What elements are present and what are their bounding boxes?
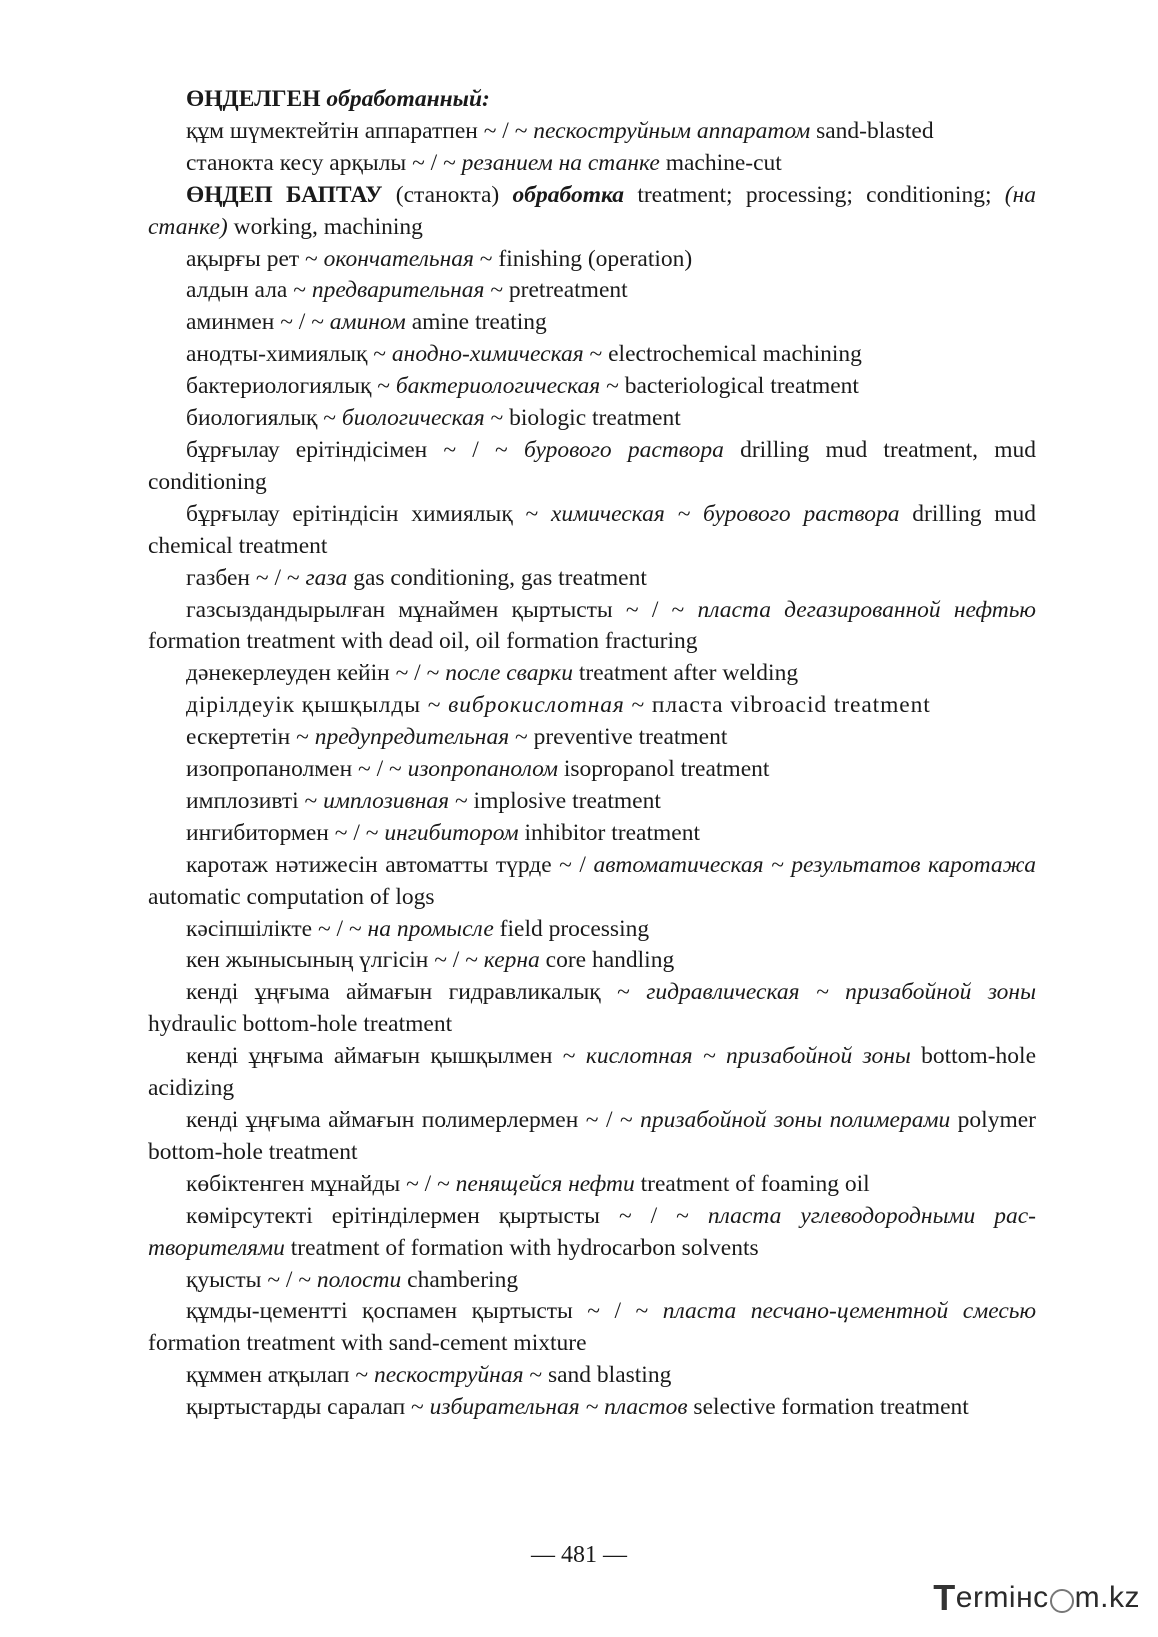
dictionary-entry — [148, 722, 1036, 754]
entry-ru: пласта дегазированной нефтью — [697, 596, 1036, 623]
headword-kz: ӨҢДЕП БАПТАУ — [186, 181, 383, 208]
entry-kz: ақырғы рет ~ — [186, 245, 324, 272]
entry-kz: аминмен ~ / ~ — [186, 309, 330, 336]
entry-en: amine treating — [405, 309, 547, 336]
entry-en: drilling mud treatment, mud conditioning — [148, 436, 1037, 495]
dictionary-entry — [148, 435, 1036, 499]
dictionary-entry — [148, 244, 1036, 276]
dictionary-entry — [148, 563, 1036, 595]
headword-kz: ӨҢДЕЛГЕН — [186, 86, 321, 112]
entry-kz: қуысты ~ / ~ — [186, 1266, 317, 1293]
entry-kz: кәсіпшілікте ~ / ~ — [186, 915, 368, 942]
entry-ru: химическая ~ бурового раствора — [550, 500, 900, 527]
entry-ru: бактериологическая — [395, 373, 601, 400]
dictionary-entry — [148, 1105, 1036, 1169]
entry-en: ~ implosive treatment — [449, 787, 661, 814]
entry-ru: керна — [483, 947, 540, 974]
entry-en: hydraulic bottom-hole treatment — [148, 1011, 453, 1038]
watermark-text-a: ermінс — [955, 1581, 1049, 1614]
entry-ru: газа — [305, 564, 348, 591]
entry-en: selective formation treatment — [687, 1394, 969, 1421]
dictionary-entry — [148, 977, 1036, 1041]
dictionary-entry — [148, 595, 1036, 659]
dictionary-entry — [148, 1201, 1036, 1265]
entry-kz: бактериологиялық ~ — [186, 373, 396, 400]
dictionary-entry — [148, 1392, 1036, 1424]
entry-ru: амином — [329, 309, 406, 336]
entry-kz: көмірсутекті ерітінділермен қыртысты ~ / ~ — [186, 1202, 708, 1229]
entry-en: polymer bottom-hole treatment — [148, 1107, 1036, 1165]
entry-ru: ингибитором — [384, 819, 519, 846]
entry-kz: газбен ~ / ~ — [186, 564, 306, 591]
entry-en: treatment of foaming oil — [634, 1170, 870, 1197]
dictionary-entry — [148, 850, 1036, 914]
entry-en: sand-blasted — [810, 117, 934, 144]
entry-ru: полости — [316, 1266, 402, 1293]
entry-ru: биологическая — [341, 405, 485, 432]
dictionary-entry — [148, 116, 1036, 148]
entry-ru: анодно-химическая — [391, 341, 584, 368]
entry-en: ~ finishing (operation) — [473, 245, 693, 272]
dictionary-entry — [148, 403, 1036, 435]
headword-en-2: working, machining — [227, 213, 423, 240]
entry-en: formation treatment with sand-cement mixture — [148, 1330, 587, 1357]
entry-ru: автоматическая ~ результатов каротажа — [593, 851, 1036, 878]
entry-kz: көбіктенген мұнайды ~ / ~ — [186, 1170, 456, 1197]
entry-kz: каротаж нәтижесін автоматты түрде ~ / — [186, 851, 594, 878]
entry-en: ~ preventive treatment — [509, 724, 728, 751]
entry-kz: құммен атқылап ~ — [186, 1362, 374, 1389]
watermark-text-b: m.kz — [1074, 1581, 1140, 1614]
entry-ru: предупредительная — [314, 724, 510, 751]
headword-ru: обработка — [512, 181, 625, 208]
entry-ru: гидравлическая ~ призабойной зоны — [646, 979, 1036, 1006]
watermark-logo — [933, 1577, 1140, 1619]
headword-entry-2 — [148, 180, 1036, 244]
headword-en: treatment; processing; conditioning; — [624, 181, 1005, 208]
entry-ru: виброкислотная — [448, 692, 625, 719]
dictionary-entry — [148, 1296, 1036, 1360]
entry-en: ~ biologic treatment — [484, 405, 681, 432]
entry-kz: бұрғылау ерітіндісін химиялық ~ — [186, 500, 551, 527]
dictionary-entry — [148, 690, 1036, 722]
entry-ru: бурового раствора — [523, 436, 724, 463]
entry-kz: ескертетін ~ — [186, 724, 315, 751]
dictionary-entry — [148, 1265, 1036, 1297]
entry-en: treatment of formation with hydrocarbon solvents — [284, 1234, 759, 1261]
entry-en: ~ electrochemical machining — [583, 341, 862, 368]
dictionary-entry — [148, 658, 1036, 690]
entry-en: ~ sand blasting — [523, 1362, 672, 1389]
entry-kz: құм шүмектейтін аппаратпен ~ / ~ — [186, 117, 534, 144]
dictionary-entry — [148, 339, 1036, 371]
entry-en: drilling mud chemical treatment — [148, 500, 1036, 559]
dictionary-entry — [148, 307, 1036, 339]
entry-ru: избирательная ~ пластов — [429, 1394, 688, 1421]
entry-ru: имплозивная — [323, 787, 450, 814]
entry-kz: кенді ұңғыма аймағын қышқылмен ~ — [186, 1043, 586, 1070]
dictionary-entry — [148, 1169, 1036, 1201]
entry-en: ~ bacteriological treatment — [600, 373, 859, 400]
entry-ru: призабойной зоны полимерами — [640, 1107, 951, 1133]
entry-kz: анодты-химиялық ~ — [186, 341, 392, 368]
entry-ru: на промысле — [367, 915, 494, 942]
headword-entry — [148, 84, 1036, 116]
entry-ru: пенящейся нефти — [455, 1170, 635, 1197]
entry-en: automatic computation of logs — [148, 883, 435, 910]
entry-kz: биологиялық ~ — [186, 405, 342, 432]
entry-ru: предварительная — [311, 277, 485, 304]
headword-paren: (станокта) — [382, 181, 513, 208]
entry-en: bottom-hole acidizing — [148, 1043, 1036, 1102]
entry-kz: газсыздандырылған мұнаймен қыртысты ~ / ~ — [186, 596, 698, 623]
entry-kz: қыртыстарды саралап ~ — [186, 1394, 430, 1421]
entries-group-2 — [148, 244, 1036, 1425]
entry-kz: ингибитормен ~ / ~ — [186, 819, 385, 846]
entry-kz: изопропанолмен ~ / ~ — [186, 756, 408, 783]
watermark-o-icon — [1050, 1589, 1074, 1613]
entry-ru: после сварки — [445, 660, 573, 687]
entry-kz: кенді ұңғыма аймағын полимерлермен ~ / ~ — [186, 1107, 641, 1133]
entry-kz: дәнекерлеуден кейін ~ / ~ — [186, 660, 446, 687]
dictionary-entry — [148, 1041, 1036, 1105]
dictionary-entry — [148, 1360, 1036, 1392]
entry-en: formation treatment with dead oil, oil formation fracturing — [148, 628, 698, 655]
entry-ru: пласта углеводородными растворителями — [148, 1202, 1036, 1261]
dictionary-entry — [148, 818, 1036, 850]
entry-en: treatment after welding — [572, 660, 799, 687]
entry-kz: кенді ұңғыма аймағын гидравликалық ~ — [186, 979, 647, 1006]
entry-en: ~ пласта vibroacid treatment — [624, 692, 931, 719]
headword-ru: обработанный: — [326, 86, 490, 112]
entry-en: gas conditioning, gas treatment — [347, 564, 647, 591]
entry-ru: изопропанолом — [407, 756, 558, 783]
headword-ru-note: (на станке) — [148, 181, 1036, 240]
dictionary-entry — [148, 945, 1036, 977]
entry-kz: станокта кесу арқылы ~ / ~ — [186, 149, 462, 176]
dictionary-content — [148, 84, 1036, 1424]
dictionary-entry — [148, 275, 1036, 307]
entry-ru: окончательная — [323, 245, 474, 272]
entry-kz: имплозивті ~ — [186, 787, 324, 814]
watermark-t: T — [933, 1577, 956, 1618]
entry-ru: кислотная ~ призабойной зоны — [585, 1043, 911, 1070]
dictionary-entry — [148, 499, 1036, 563]
entry-kz: алдын ала ~ — [186, 277, 312, 304]
entry-kz: бұрғылау ерітіндісімен ~ / ~ — [186, 436, 524, 463]
entry-en: ~ pretreatment — [484, 277, 628, 304]
dictionary-entry — [148, 371, 1036, 403]
entry-ru: пескоструйным аппаратом — [533, 117, 811, 144]
entry-ru: резанием на станке — [461, 149, 660, 176]
entry-kz: құмды-цементті қоспамен қыртысты ~ / ~ — [186, 1298, 663, 1325]
entry-ru: пескоструйная — [373, 1362, 524, 1389]
page-number: — 481 — — [531, 1542, 627, 1568]
entry-en: machine-cut — [659, 149, 782, 176]
entry-kz: кен жынысының үлгісін ~ / ~ — [186, 947, 484, 974]
entries-group-1 — [148, 116, 1036, 180]
entry-en: isopropanol treatment — [557, 756, 770, 783]
entry-en: chambering — [401, 1266, 519, 1293]
dictionary-entry — [148, 148, 1036, 180]
entry-en: inhibitor treatment — [518, 819, 700, 846]
entry-ru: пласта песчано-цементной смесью — [662, 1298, 1037, 1325]
dictionary-entry — [148, 786, 1036, 818]
entry-en: field processing — [493, 915, 650, 942]
dictionary-entry — [148, 914, 1036, 946]
dictionary-entry — [148, 754, 1036, 786]
entry-en: core handling — [539, 947, 675, 974]
entry-kz: дірілдеуік қышқылды ~ — [186, 692, 449, 719]
